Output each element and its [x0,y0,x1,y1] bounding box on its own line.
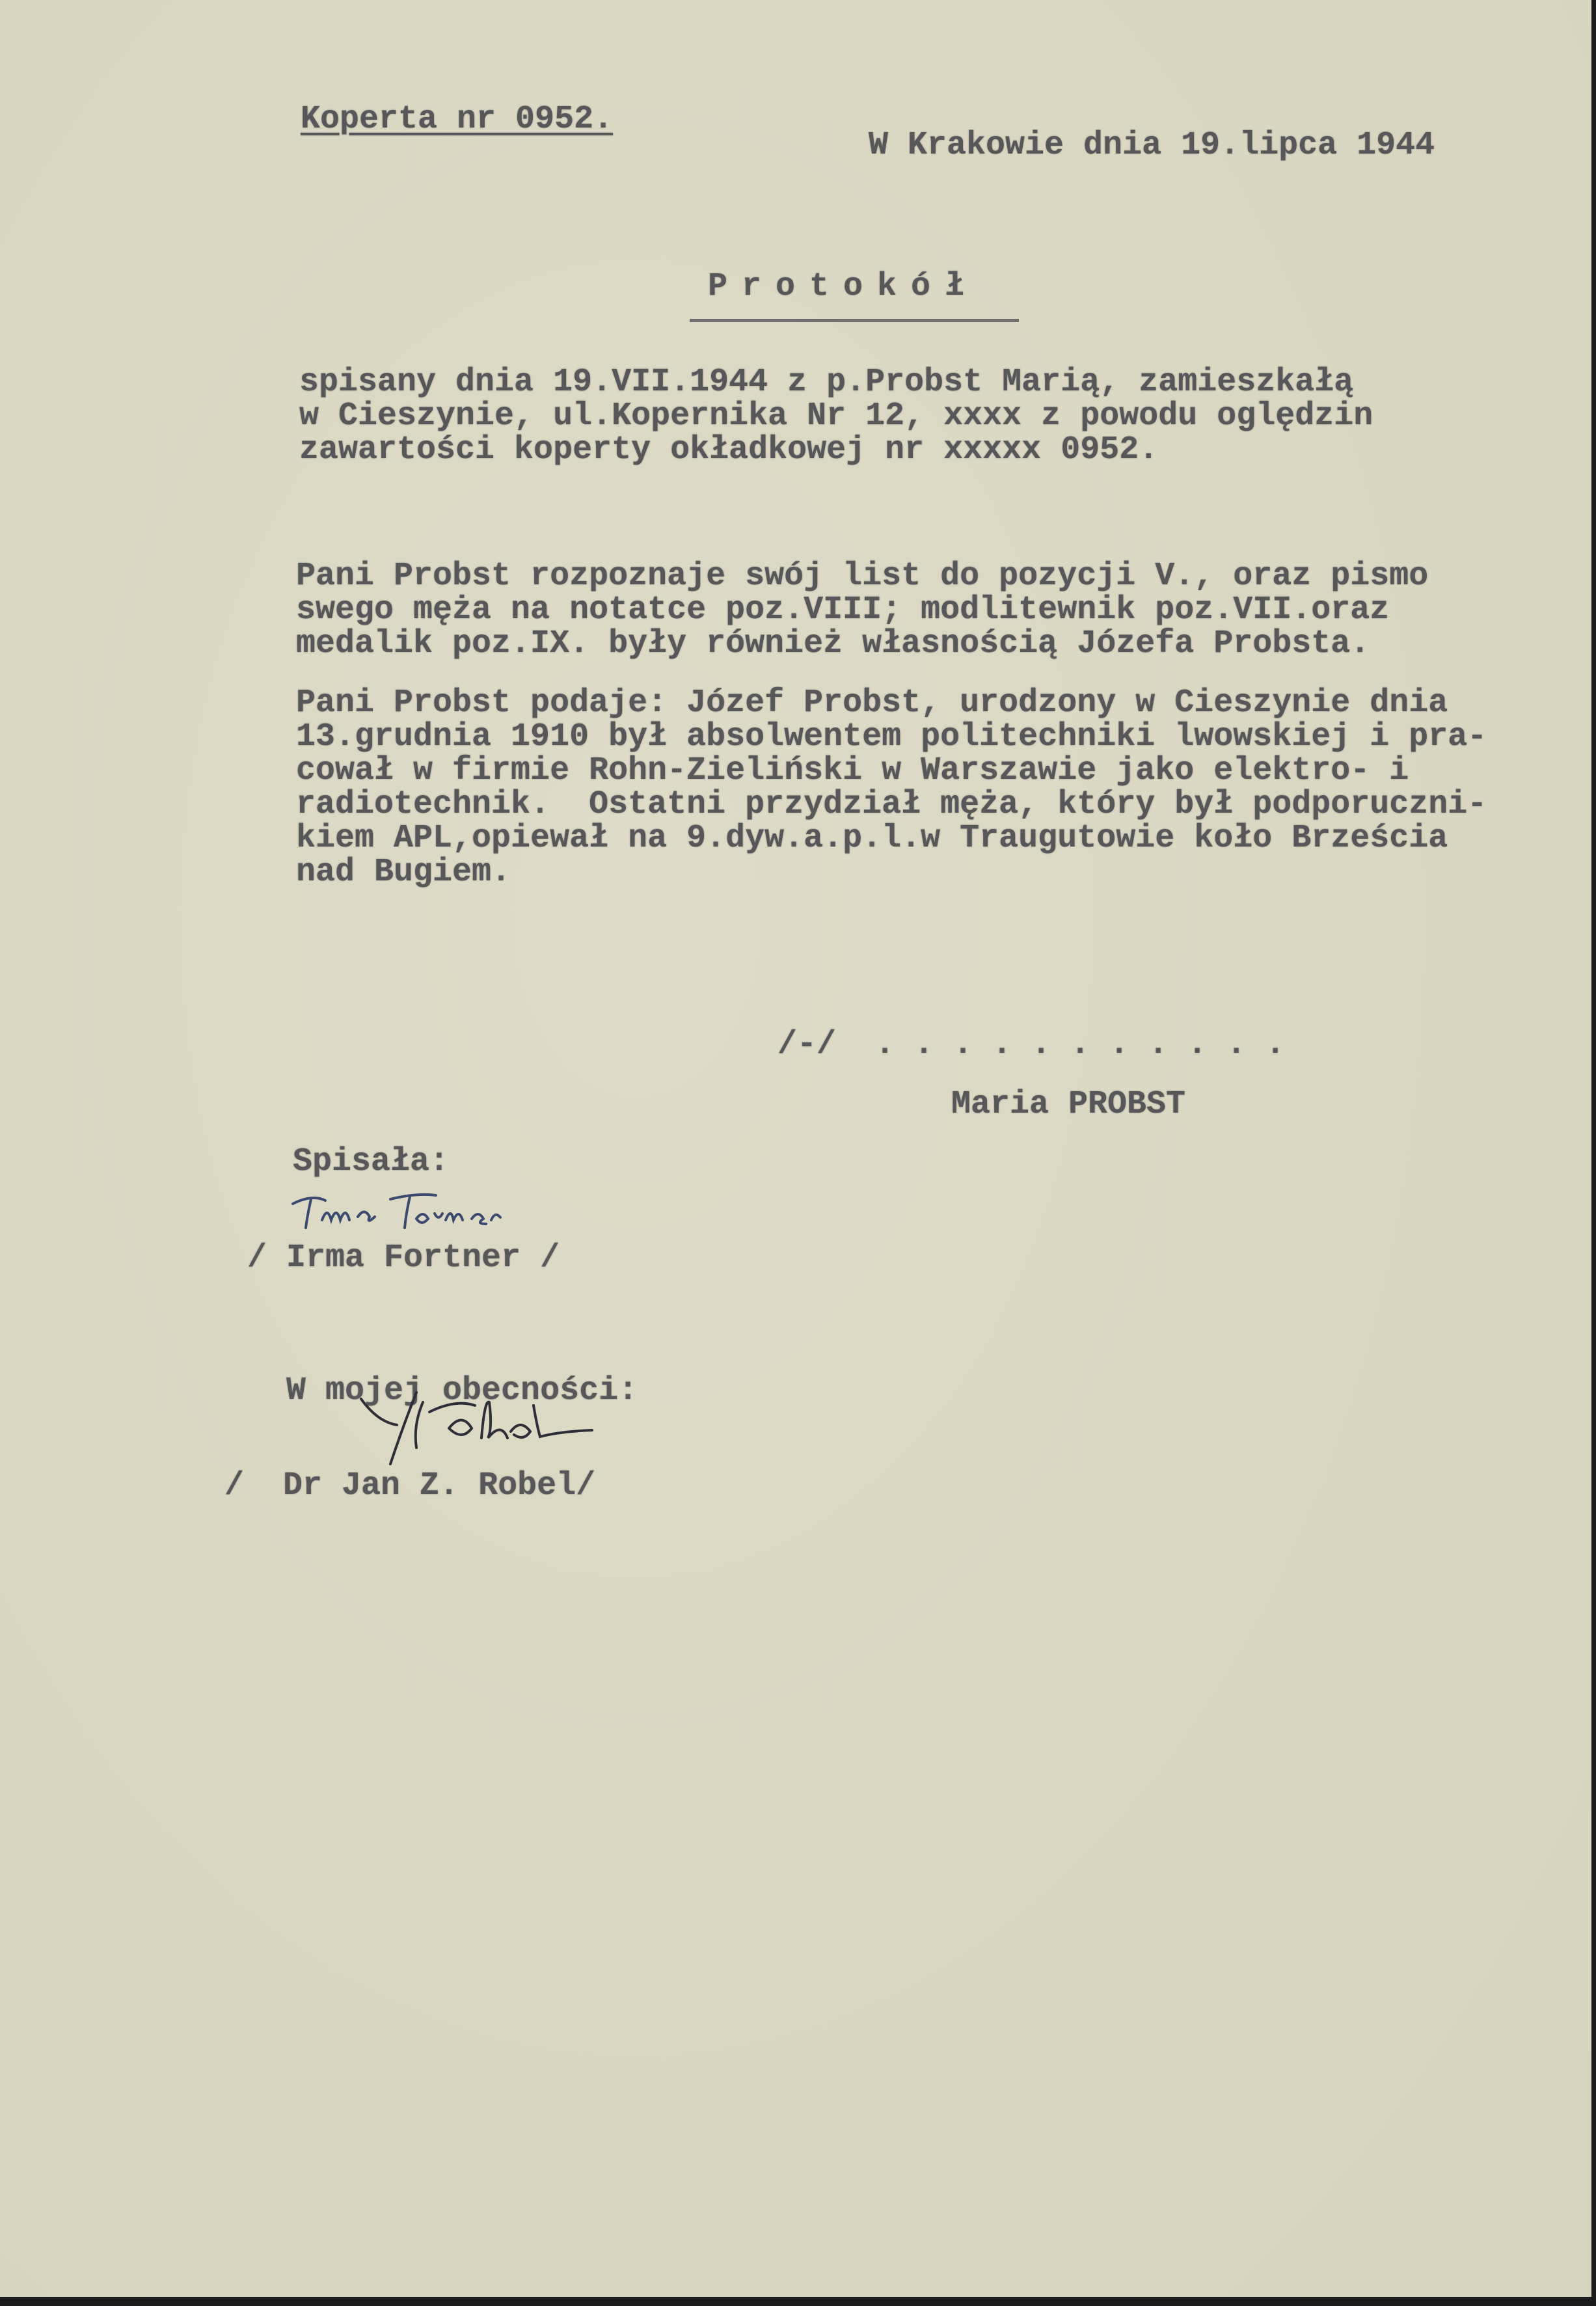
witness-signature-mark: /-/ . . . . . . . . . . . [778,1026,1286,1063]
text-line: spisany dnia 19.VII.1944 z p.Probst Marią, zamieszkałą [299,364,1354,401]
text-line: zawartości koperty okładkowej nr xxxxx 0952. [299,431,1159,468]
text-line: cował w firmie Rohn-Zieliński w Warszawie jako elektro- i [296,752,1409,789]
paragraph-testimony [296,686,1487,889]
witness-name: Maria PROBST [951,1086,1186,1123]
recorder-name: / Irma Fortner / [247,1240,560,1277]
document-title: Protokół [708,268,979,305]
presence-handwritten-signature [351,1386,612,1471]
text-line: Pani Probst rozpoznaje swój list do pozycji V., oraz pismo [296,558,1429,595]
recorder-handwritten-signature [286,1181,540,1240]
envelope-reference: Koperta nr 0952. [301,101,614,138]
text-line: kiem APL,opiewał na 9.dyw.a.p.l.w Traugutowie koło Brześcia [296,820,1448,857]
presence-label: W mojej obecności: [286,1372,638,1409]
paragraph-recognition [296,560,1428,661]
text-line: medalik poz.IX. były również własnością Józefa Probsta. [296,625,1370,662]
presence-name: / Dr Jan Z. Robel/ [224,1467,596,1504]
recorded-by-label: Spisała: [293,1143,450,1180]
text-line: radiotechnik. Ostatni przydział męża, który był podporuczni- [296,786,1487,823]
place-date: W Krakowie dnia 19.lipca 1944 [869,127,1435,164]
text-line: 13.grudnia 1910 był absolwentem politechniki lwowskiej i pra- [296,718,1487,755]
text-line: swego męża na notatce poz.VIII; modlitewnik poz.VII.oraz [296,591,1390,629]
text-line: nad Bugiem. [296,854,511,891]
text-line: Pani Probst podaje: Józef Probst, urodzony w Cieszynie dnia [296,685,1448,722]
title-underline [690,319,1019,322]
paragraph-intro [299,366,1373,467]
text-line: w Cieszynie, ul.Kopernika Nr 12, xxxx z powodu oględzin [299,398,1373,435]
